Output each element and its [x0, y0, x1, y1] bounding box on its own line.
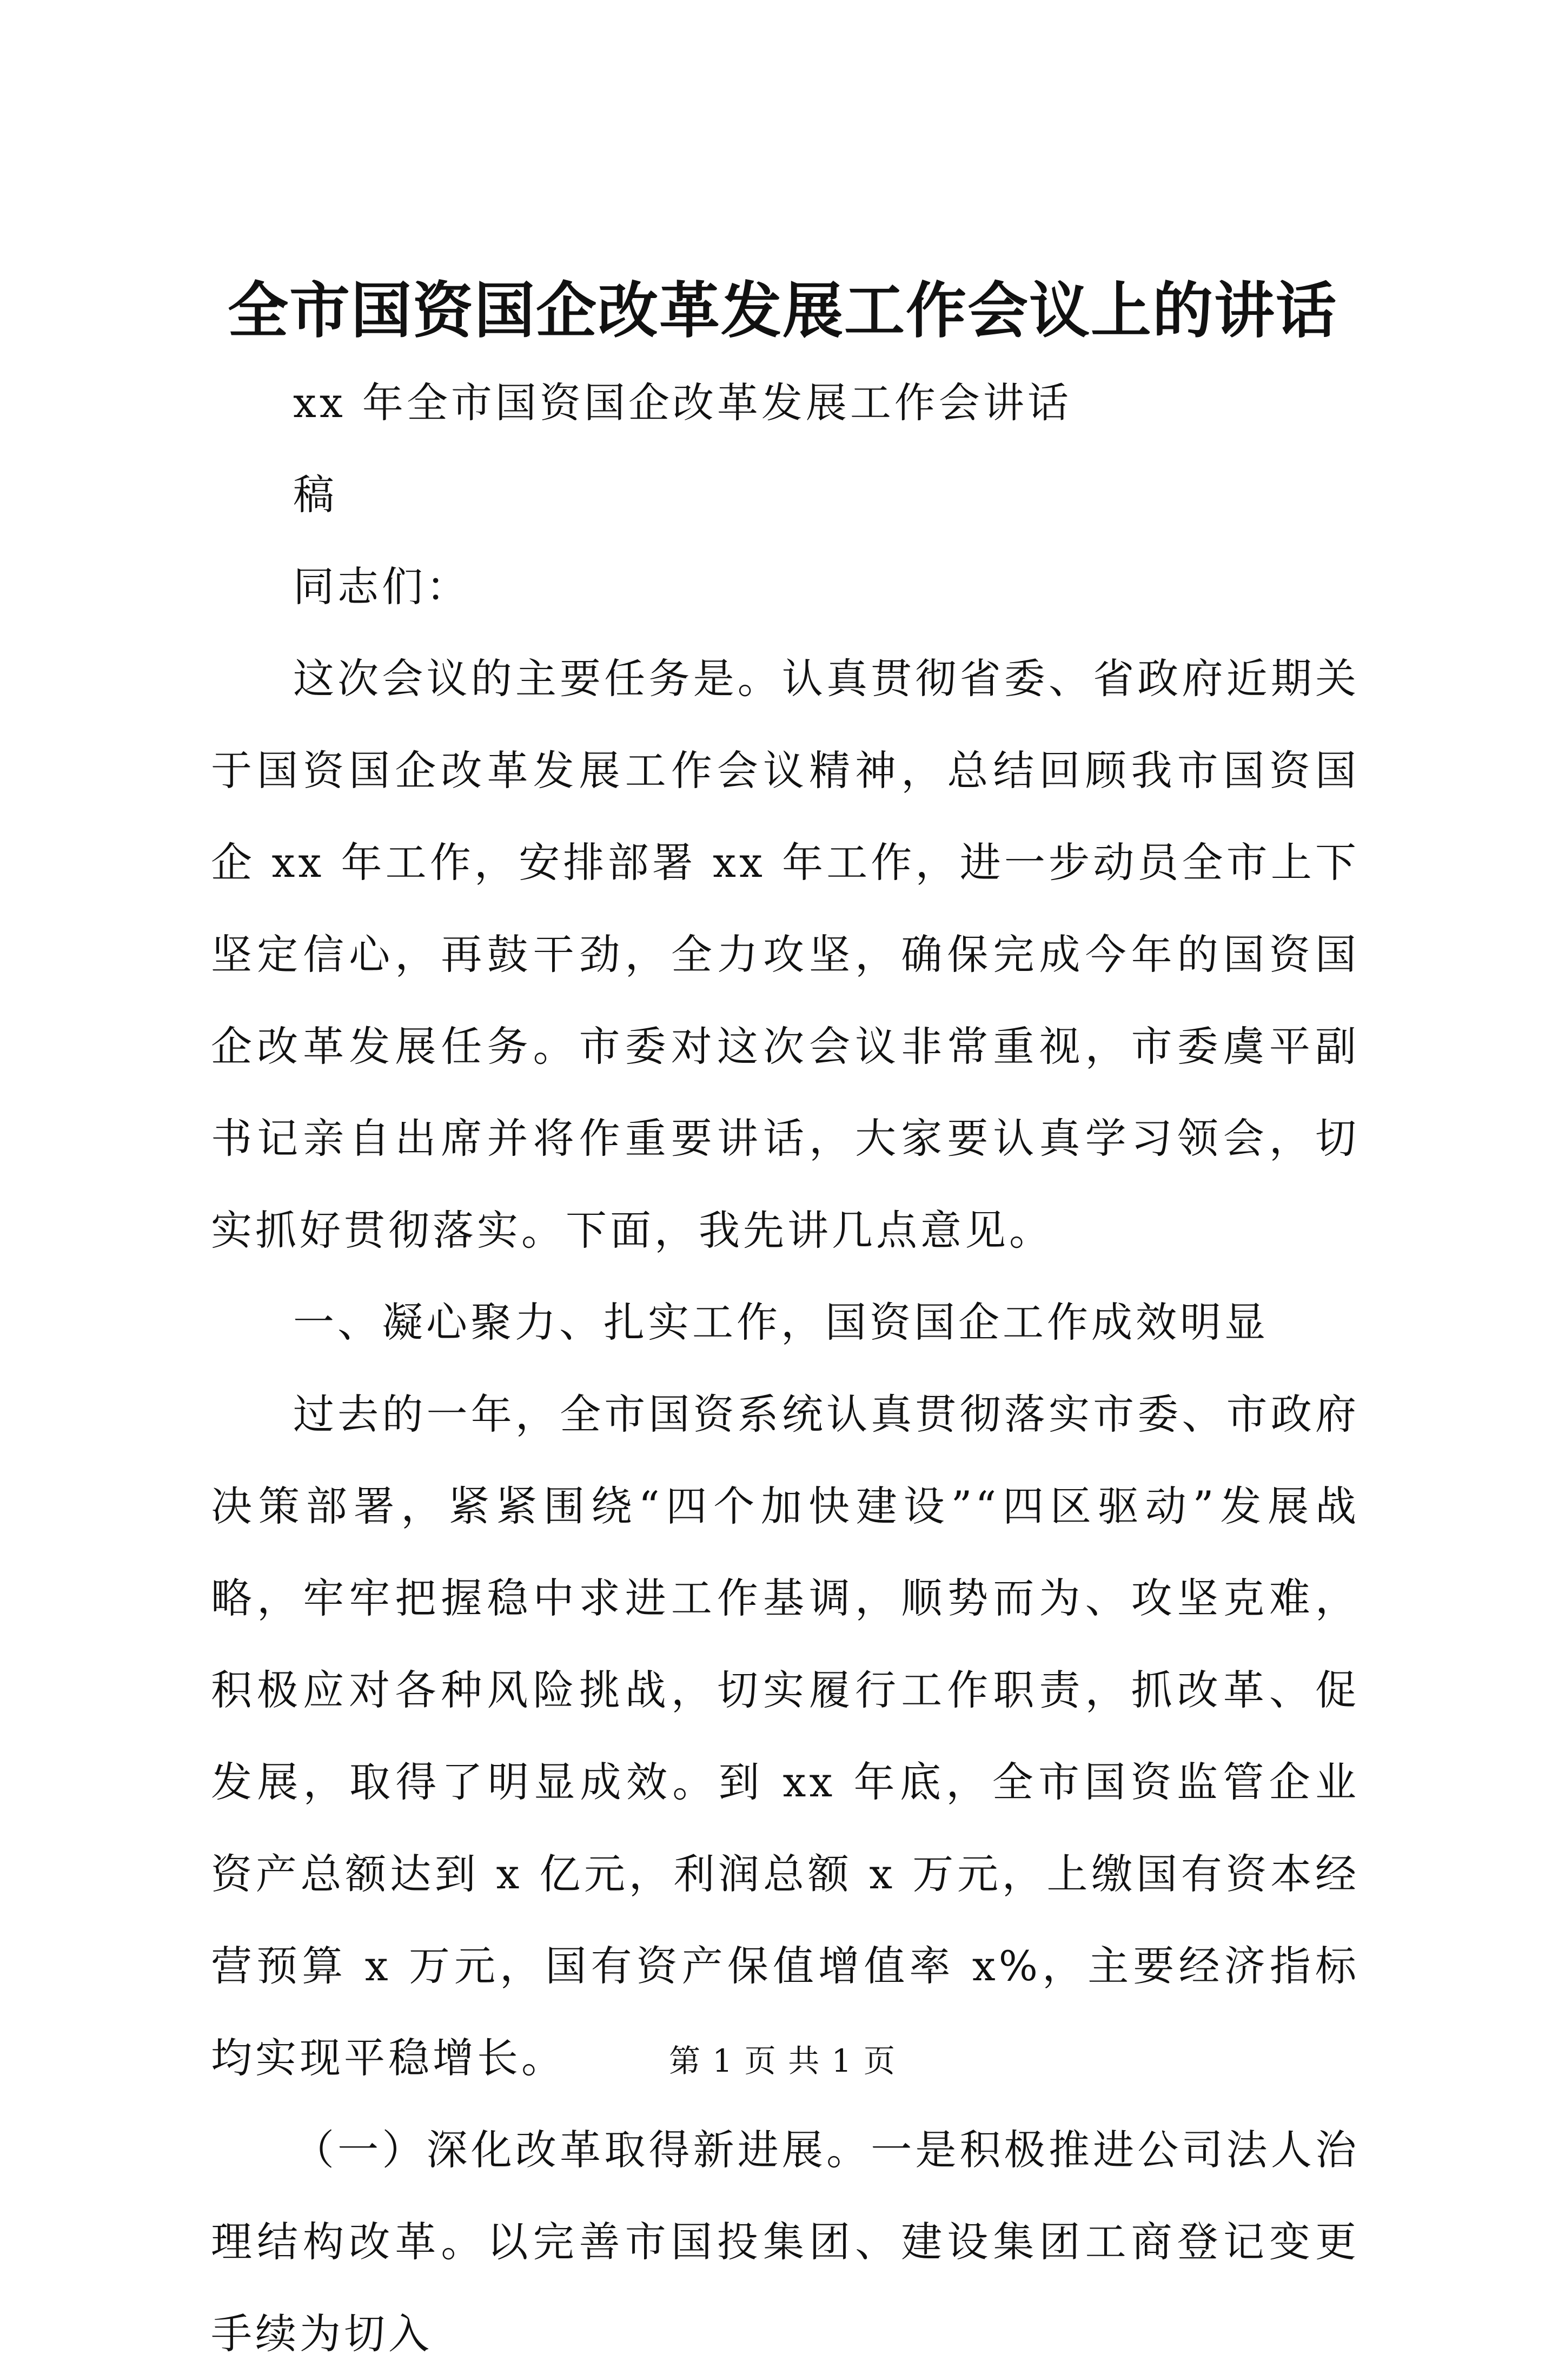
paragraph-review: 过去的一年，全市国资系统认真贯彻落实市委、市政府决策部署，紧紧围绕“四个加快建设”“四区驱动”发展战略，牢牢把握稳中求进工作基调，顺势而为、攻坚克难，积极应对各种风险挑战，切实履行工作职责，抓改革、促发展，取得了明显成效。到 xx 年底，全市国资监管企业资产总额达到 x 亿元，利润总额 x 万元，上缴国有资本经营预算 x 万元，国有资产保值增值率 x%，主要经济指标均实现平稳增长。: [211, 1390, 1360, 2082]
page-footer: 第 1 页 共 1 页: [669, 2042, 896, 2079]
subtitle-line-2: 稿: [293, 471, 337, 519]
document-title: 全市国资国企改革发展工作会议上的讲话: [228, 275, 1337, 346]
paragraph-intro: 这次会议的主要任务是。认真贯彻省委、省政府近期关于国资国企改革发展工作会议精神，总结回顾我市国资国企 xx 年工作，安排部署 xx 年工作，进一步动员全市上下坚定信心，再鼓干劲，全力攻坚，确保完成今年的国资国企改革发展任务。市委对这次会议非常重视，市委虞平副书记亲自出席并将作重要讲话，大家要认真学习领会，切实抓好贯彻落实。下面，我先讲几点意见。: [211, 654, 1360, 1254]
salutation: 同志们：: [293, 563, 470, 611]
subtitle-line-1: xx 年全市国资国企改革发展工作会讲话: [293, 379, 1072, 427]
section-heading-1: 一、凝心聚力、扎实工作，国资国企工作成效明显: [293, 1298, 1269, 1346]
paragraph-reform: （一）深化改革取得新进展。一是积极推进公司法人治理结构改革。以完善市国投集团、建设集团工商登记变更手续为切入: [211, 2126, 1360, 2358]
